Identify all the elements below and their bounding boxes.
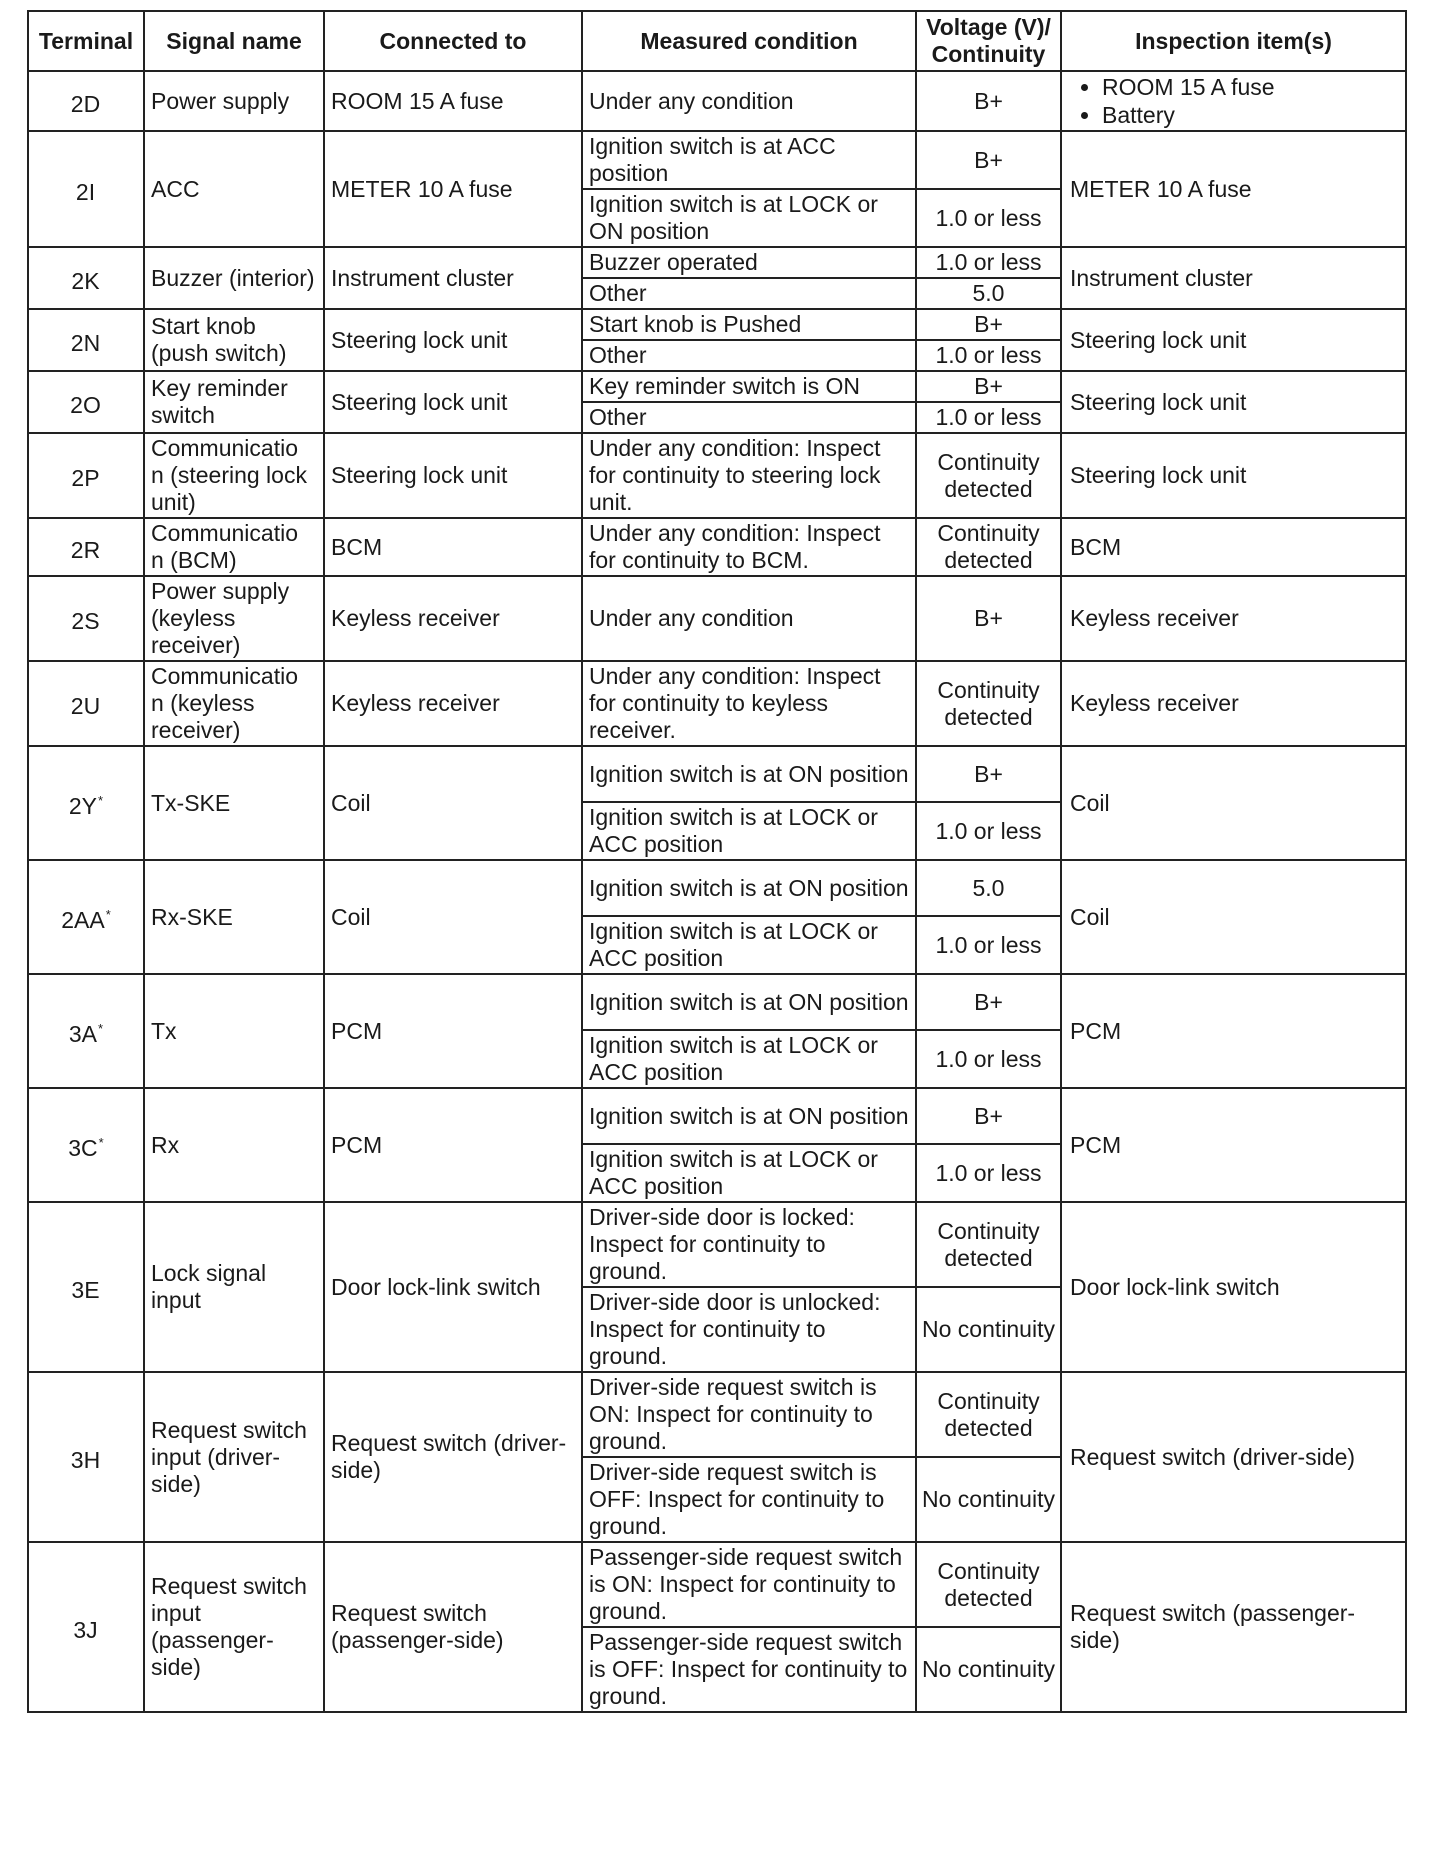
condition-cell: Other (582, 402, 916, 433)
terminal-cell (28, 433, 144, 518)
voltage-cell: B+ (916, 746, 1061, 802)
inspection-cell: Steering lock unit (1061, 371, 1406, 433)
terminal-cell (28, 1542, 144, 1712)
voltage-cell: Continuity detected (916, 1542, 1061, 1627)
signal-name-cell: Start knob (push switch) (144, 309, 324, 371)
header-connected-to: Connected to (324, 11, 582, 71)
inspection-cell: Instrument cluster (1061, 247, 1406, 309)
terminal-id: 2Y (68, 792, 98, 819)
condition-cell: Under any condition: Inspect for continuity to keyless receiver. (582, 661, 916, 746)
voltage-cell: Continuity detected (916, 518, 1061, 576)
table-row (28, 661, 1406, 746)
condition-cell: Buzzer operated (582, 247, 916, 278)
inspection-list-item: • ROOM 15 A fuse (1102, 73, 1399, 101)
terminal-cell (28, 746, 144, 860)
header-terminal: Terminal (28, 11, 144, 71)
signal-name-cell: Rx (144, 1088, 324, 1202)
terminal-cell (28, 576, 144, 661)
terminal-cell (28, 860, 144, 974)
condition-cell: Ignition switch is at LOCK or ON position (582, 189, 916, 247)
table-row (28, 131, 1406, 189)
inspection-list (1070, 73, 1399, 129)
signal-name-cell: Communicatio n (steering lock unit) (144, 433, 324, 518)
inspection-cell: Steering lock unit (1061, 433, 1406, 518)
condition-cell: Ignition switch is at ACC position (582, 131, 916, 189)
table-row (28, 71, 1406, 131)
connected-to-cell: PCM (324, 1088, 582, 1202)
signal-name-cell: Power supply (keyless receiver) (144, 576, 324, 661)
terminal-id: 3H (70, 1446, 101, 1473)
terminal-id: 3E (71, 1276, 100, 1303)
terminal-cell (28, 71, 144, 131)
table-row (28, 576, 1406, 661)
terminal-id: 2K (71, 267, 100, 294)
terminal-id: 3A (68, 1020, 98, 1047)
terminal-cell (28, 661, 144, 746)
inspection-cell: Door lock-link switch (1061, 1202, 1406, 1372)
condition-cell: Other (582, 340, 916, 371)
voltage-cell: 1.0 or less (916, 247, 1061, 278)
condition-cell: Other (582, 278, 916, 309)
header-inspection-items: Inspection item(s) (1061, 11, 1406, 71)
terminal-cell (28, 1202, 144, 1372)
voltage-cell: 5.0 (916, 860, 1061, 916)
condition-cell: Driver-side door is unlocked: Inspect for continuity to ground. (582, 1287, 916, 1372)
terminal-id: 2P (71, 465, 100, 491)
connected-to-cell: Request switch (passenger-side) (324, 1542, 582, 1712)
condition-cell: Ignition switch is at ON position (582, 746, 916, 802)
inspection-cell: Coil (1061, 746, 1406, 860)
terminal-id: 2N (70, 329, 101, 356)
voltage-cell: No continuity (916, 1627, 1061, 1712)
connected-to-cell: Instrument cluster (324, 247, 582, 309)
condition-cell: Ignition switch is at LOCK or ACC position (582, 802, 916, 860)
connected-to-cell: BCM (324, 518, 582, 576)
header-voltage-line1: Voltage (V)/ (926, 14, 1051, 40)
voltage-cell: B+ (916, 576, 1061, 661)
table-row (28, 860, 1406, 916)
voltage-cell: 1.0 or less (916, 189, 1061, 247)
connected-to-cell: Steering lock unit (324, 433, 582, 518)
inspection-cell: Request switch (passenger-side) (1061, 1542, 1406, 1712)
signal-name-cell: Tx-SKE (144, 746, 324, 860)
signal-name-cell: Communicatio n (keyless receiver) (144, 661, 324, 746)
voltage-cell: 5.0 (916, 278, 1061, 309)
condition-cell: Ignition switch is at LOCK or ACC position (582, 916, 916, 974)
table-row (28, 518, 1406, 576)
condition-cell: Ignition switch is at ON position (582, 860, 916, 916)
voltage-cell: Continuity detected (916, 661, 1061, 746)
table-row (28, 1202, 1406, 1287)
table-row (28, 974, 1406, 1030)
table-row (28, 1088, 1406, 1144)
signal-name-cell: Request switch input (passenger-side) (144, 1542, 324, 1712)
terminal-inspection-table-wrapper (27, 10, 1405, 1713)
condition-cell: Ignition switch is at ON position (582, 1088, 916, 1144)
header-voltage-line2: Continuity (931, 41, 1046, 67)
inspection-cell: Keyless receiver (1061, 661, 1406, 746)
terminal-id: 3J (73, 1616, 98, 1643)
connected-to-cell: Keyless receiver (324, 576, 582, 661)
condition-cell: Under any condition (582, 576, 916, 661)
inspection-cell: Coil (1061, 860, 1406, 974)
terminal-footnote-mark: * (105, 906, 111, 922)
header-signal-name: Signal name (144, 11, 324, 71)
voltage-cell: B+ (916, 1088, 1061, 1144)
connected-to-cell: PCM (324, 974, 582, 1088)
signal-name-cell: Rx-SKE (144, 860, 324, 974)
signal-name-cell: Request switch input (driver-side) (144, 1372, 324, 1542)
connected-to-cell: Coil (324, 860, 582, 974)
terminal-id: 2S (71, 608, 100, 634)
terminal-cell (28, 974, 144, 1088)
terminal-cell (28, 247, 144, 309)
voltage-cell: 1.0 or less (916, 802, 1061, 860)
table-row (28, 309, 1406, 340)
condition-cell: Ignition switch is at LOCK or ACC position (582, 1144, 916, 1202)
table-row (28, 371, 1406, 402)
terminal-id: 2AA (61, 906, 105, 933)
inspection-cell: Steering lock unit (1061, 309, 1406, 371)
terminal-cell (28, 1088, 144, 1202)
table-row (28, 1542, 1406, 1627)
signal-name-cell: Power supply (144, 71, 324, 131)
terminal-cell (28, 131, 144, 247)
voltage-cell: B+ (916, 131, 1061, 189)
condition-cell: Driver-side request switch is ON: Inspect for continuity to ground. (582, 1372, 916, 1457)
inspection-list-item: • Battery (1102, 101, 1399, 129)
inspection-cell (1061, 71, 1406, 131)
voltage-cell: 1.0 or less (916, 1144, 1061, 1202)
condition-cell: Passenger-side request switch is ON: Inspect for continuity to ground. (582, 1542, 916, 1627)
signal-name-cell: ACC (144, 131, 324, 247)
connected-to-cell: Steering lock unit (324, 371, 582, 433)
voltage-cell: Continuity detected (916, 1372, 1061, 1457)
inspection-cell: Keyless receiver (1061, 576, 1406, 661)
connected-to-cell: ROOM 15 A fuse (324, 71, 582, 131)
condition-cell: Ignition switch is at LOCK or ACC position (582, 1030, 916, 1088)
condition-cell: Start knob is Pushed (582, 309, 916, 340)
inspection-cell: PCM (1061, 974, 1406, 1088)
signal-name-cell: Tx (144, 974, 324, 1088)
terminal-cell (28, 518, 144, 576)
connected-to-cell: Coil (324, 746, 582, 860)
table-row (28, 1372, 1406, 1457)
condition-cell: Key reminder switch is ON (582, 371, 916, 402)
condition-cell: Driver-side request switch is OFF: Inspect for continuity to ground. (582, 1457, 916, 1542)
inspection-cell: Request switch (driver-side) (1061, 1372, 1406, 1542)
terminal-footnote-mark: * (98, 1020, 104, 1036)
table-row (28, 433, 1406, 518)
voltage-cell: B+ (916, 371, 1061, 402)
inspection-cell: BCM (1061, 518, 1406, 576)
connected-to-cell: Keyless receiver (324, 661, 582, 746)
condition-cell: Passenger-side request switch is OFF: Inspect for continuity to ground. (582, 1627, 916, 1712)
voltage-cell: B+ (916, 974, 1061, 1030)
connected-to-cell: METER 10 A fuse (324, 131, 582, 247)
terminal-footnote-mark: * (98, 1134, 104, 1150)
terminal-id: 2O (70, 391, 101, 418)
condition-cell: Under any condition: Inspect for continuity to steering lock unit. (582, 433, 916, 518)
voltage-cell: No continuity (916, 1287, 1061, 1372)
condition-cell: Driver-side door is locked: Inspect for continuity to ground. (582, 1202, 916, 1287)
table-row (28, 746, 1406, 802)
inspection-cell: METER 10 A fuse (1061, 131, 1406, 247)
condition-cell: Under any condition (582, 71, 916, 131)
voltage-cell: B+ (916, 71, 1061, 131)
terminal-inspection-table (27, 10, 1407, 1713)
voltage-cell: 1.0 or less (916, 402, 1061, 433)
terminal-id: 2R (70, 536, 101, 563)
voltage-cell: 1.0 or less (916, 1030, 1061, 1088)
signal-name-cell: Buzzer (interior) (144, 247, 324, 309)
header-voltage-continuity (916, 11, 1061, 71)
connected-to-cell: Request switch (driver-side) (324, 1372, 582, 1542)
header-row (28, 11, 1406, 71)
terminal-id: 2U (70, 693, 101, 719)
condition-cell: Ignition switch is at ON position (582, 974, 916, 1030)
voltage-cell: B+ (916, 309, 1061, 340)
terminal-cell (28, 371, 144, 433)
terminal-id: 2I (75, 178, 96, 205)
voltage-cell: 1.0 or less (916, 340, 1061, 371)
table-row (28, 247, 1406, 278)
signal-name-cell: Key reminder switch (144, 371, 324, 433)
voltage-cell: 1.0 or less (916, 916, 1061, 974)
terminal-id: 2D (70, 90, 101, 117)
signal-name-cell: Lock signal input (144, 1202, 324, 1372)
connected-to-cell: Steering lock unit (324, 309, 582, 371)
connected-to-cell: Door lock-link switch (324, 1202, 582, 1372)
voltage-cell: Continuity detected (916, 1202, 1061, 1287)
terminal-id: 3C (68, 1134, 98, 1161)
condition-cell: Under any condition: Inspect for continuity to BCM. (582, 518, 916, 576)
header-measured-condition: Measured condition (582, 11, 916, 71)
inspection-cell: PCM (1061, 1088, 1406, 1202)
voltage-cell: Continuity detected (916, 433, 1061, 518)
terminal-cell (28, 1372, 144, 1542)
voltage-cell: No continuity (916, 1457, 1061, 1542)
terminal-cell (28, 309, 144, 371)
signal-name-cell: Communicatio n (BCM) (144, 518, 324, 576)
terminal-footnote-mark: * (98, 792, 104, 808)
